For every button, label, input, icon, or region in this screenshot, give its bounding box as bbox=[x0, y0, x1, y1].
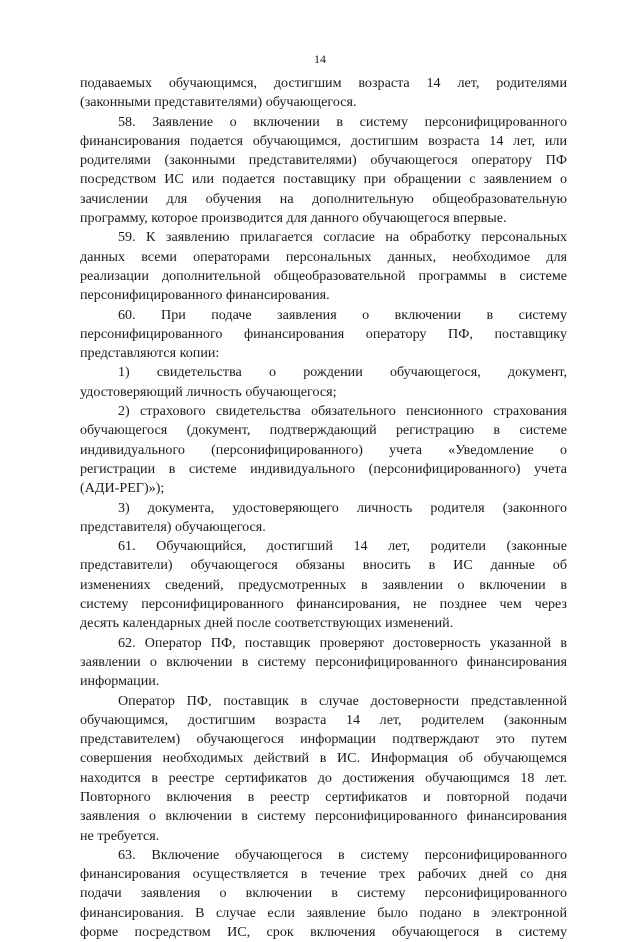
text-line: 2) страхового свидетельства обязательного пенсионного страхования bbox=[118, 403, 567, 420]
text-line: 3) документа, удостоверяющего личность родителя (законного bbox=[118, 499, 567, 516]
text-line: изменениях сведений, предусмотренных в заявлении о включении в bbox=[80, 576, 567, 593]
document-body bbox=[80, 74, 567, 942]
text-line: финансирования осуществляется в течение трех рабочих дней со дня bbox=[80, 866, 567, 883]
text-line: обучающегося (документ, подтверждающий регистрацию в системе bbox=[80, 422, 567, 439]
text-line: индивидуального (персонифицированного) учета «Уведомление о bbox=[80, 441, 567, 458]
text-line: персонифицированного финансирования. bbox=[80, 287, 330, 304]
text-line: 58. Заявление о включении в систему персонифицированного bbox=[118, 113, 567, 130]
text-line: 59. К заявлению прилагается согласие на обработку персональных bbox=[118, 229, 567, 246]
text-line: программу, которое производится для данного обучающегося впервые. bbox=[80, 210, 507, 227]
page-number: 14 bbox=[314, 52, 326, 66]
text-line: данных всеми операторами персональных данных, необходимое для bbox=[80, 248, 567, 265]
text-line: финансирования подается обучающимся, достигшим возраста 14 лет, или bbox=[80, 132, 567, 149]
text-line: заявлении о включении в систему персонифицированного финансирования bbox=[80, 653, 567, 670]
text-line: десять календарных дней после соответствующих изменений. bbox=[80, 615, 454, 632]
text-line: 60. При подаче заявления о включении в систему bbox=[118, 306, 567, 323]
text-line: находится в реестре сертификатов до достижения обучающимся 18 лет. bbox=[80, 769, 567, 786]
text-line: подачи заявления о включении в систему персонифицированного bbox=[80, 885, 567, 902]
text-line: зачислении для обучения на дополнительную общеобразовательную bbox=[80, 190, 567, 207]
text-line: 61. Обучающийся, достигший 14 лет, родители (законные bbox=[118, 538, 567, 555]
text-line: регистрации в системе индивидуального (персонифицированного) учета bbox=[80, 460, 567, 477]
text-line: информации. bbox=[80, 673, 160, 690]
text-line: представители) обучающегося обязаны вносить в ИС данные об bbox=[80, 557, 567, 574]
text-line: не требуется. bbox=[80, 827, 160, 844]
text-line: реализации дополнительной общеобразовательной программы в системе bbox=[80, 267, 567, 284]
text-line: обучающимся, достигшим возраста 14 лет, родителем (законным bbox=[80, 711, 567, 728]
text-line: Оператор ПФ, поставщик в случае достоверности представленной bbox=[118, 692, 567, 709]
text-line: посредством ИС или подается поставщику при обращении с заявлением о bbox=[80, 171, 567, 188]
text-line: родителями (законными представителями) обучающегося оператору ПФ bbox=[80, 152, 567, 169]
text-line: (АДИ-РЕГ)»); bbox=[80, 480, 165, 497]
text-line: финансирования. В случае если заявление было подано в электронной bbox=[80, 904, 567, 921]
text-line: подаваемых обучающимся, достигшим возраста 14 лет, родителями bbox=[80, 75, 567, 91]
text-line: удостоверяющий личность обучающегося; bbox=[80, 383, 337, 400]
text-line: заявления о включении в систему персонифицированного финансирования bbox=[80, 808, 567, 825]
text-line: представителя) обучающегося. bbox=[80, 518, 266, 535]
text-line: персонифицированного финансирования оператору ПФ, поставщику bbox=[80, 325, 567, 342]
text-line: совершения необходимых действий в ИС. Информация об обучающемся bbox=[80, 750, 567, 767]
text-line: 63. Включение обучающегося в систему персонифицированного bbox=[118, 846, 567, 863]
text-line: систему персонифицированного финансирования, не позднее чем через bbox=[80, 596, 567, 613]
text-line: 62. Оператор ПФ, поставщик проверяют достоверность указанной в bbox=[118, 634, 567, 651]
text-line: Повторного включения в реестр сертификатов и повторной подачи bbox=[80, 788, 567, 805]
text-line: (законными представителями) обучающегося. bbox=[80, 94, 357, 111]
text-line: форме посредством ИС, срок включения обучающегося в систему bbox=[80, 924, 567, 941]
text-line: 1) свидетельства о рождении обучающегося, документ, bbox=[118, 364, 567, 381]
text-line: представителем) обучающегося информации подтверждают это путем bbox=[80, 731, 567, 748]
text-line: представляются копии: bbox=[80, 345, 220, 362]
